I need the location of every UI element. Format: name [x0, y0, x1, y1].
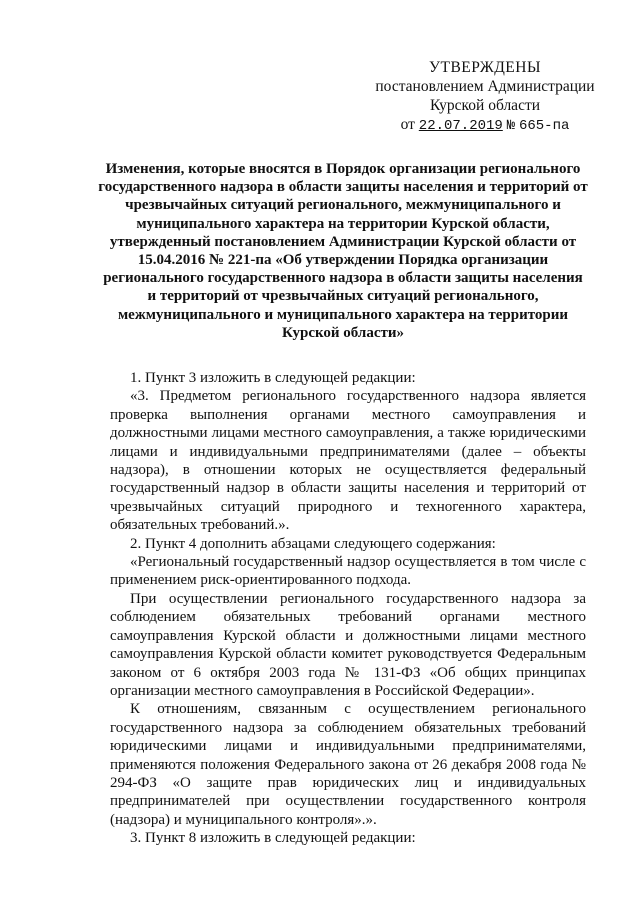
approval-number: 665-па: [518, 118, 570, 134]
number-sign: №: [506, 118, 516, 134]
approval-block: [360, 58, 610, 136]
date-prefix: от: [400, 116, 415, 133]
approval-region: Курской области: [429, 97, 541, 114]
approval-date: 22.07.2019: [418, 118, 503, 134]
document-title: Изменения, которые вносятся в Порядок организации регионального государственного надзора в области защиты населения и территорий от чрезвычайных ситуаций регионального, межмуниципального и муниципального характера на территории Курской области, утвержденный постановлением Администрации Курской области от 15.04.2016 № 221-па «Об утверждении Порядка организации регионального государственного надзора в области защиты населения и территорий от чрезвычайных ситуаций регионального, межмуниципального и муниципального характера на территории Курской области»: [98, 161, 588, 341]
paragraph: 1. Пункт 3 изложить в следующей редакции:: [130, 370, 416, 386]
paragraph: «3. Предметом регионального государственного надзора является проверка выполнения органами местного самоуправления и должностными лицами местного самоуправления, а также юридическими лицами и индивидуальными предпринимателями (далее – объекты надзора), в отношении которых не осуществляется федеральный государственный надзор в области защиты населения и территорий от чрезвычайных ситуаций природного и техногенного характера, обязательных требований.».: [110, 388, 586, 534]
approval-date-line: [360, 115, 610, 136]
paragraph: «Региональный государственный надзор осуществляется в том числе с применением риск-ориентированного подхода.: [110, 554, 586, 589]
paragraph: При осуществлении регионального государственного надзора за соблюдением обязательных требований органами местного самоуправления Курской области и должностными лицами местного самоуправления Курской области комитет руководствуется Федеральным законом от 6 октября 2003 года № 131-ФЗ «Об общих принципах организации местного самоуправления в Российской Федерации».: [110, 590, 586, 699]
paragraph: 3. Пункт 8 изложить в следующей редакции:: [130, 830, 416, 847]
approval-issuer: постановлением Администрации: [375, 78, 595, 95]
document-body: [110, 369, 586, 848]
paragraph: 2. Пункт 4 дополнить абзацами следующего содержания:: [130, 535, 496, 552]
paragraph: К отношениям, связанным с осуществлением регионального государственного надзора за соблюдением обязательных требований юридическими лицами и индивидуальными предпринимателями, применяются положения Федерального закона от 26 декабря 2008 года № 294-ФЗ «О защите прав юридических лиц и индивидуальных предпринимателей при осуществлении государственного контроля (надзора) и муниципального контроля».».: [110, 701, 586, 828]
approval-heading: УТВЕРЖДЕНЫ: [429, 59, 541, 76]
